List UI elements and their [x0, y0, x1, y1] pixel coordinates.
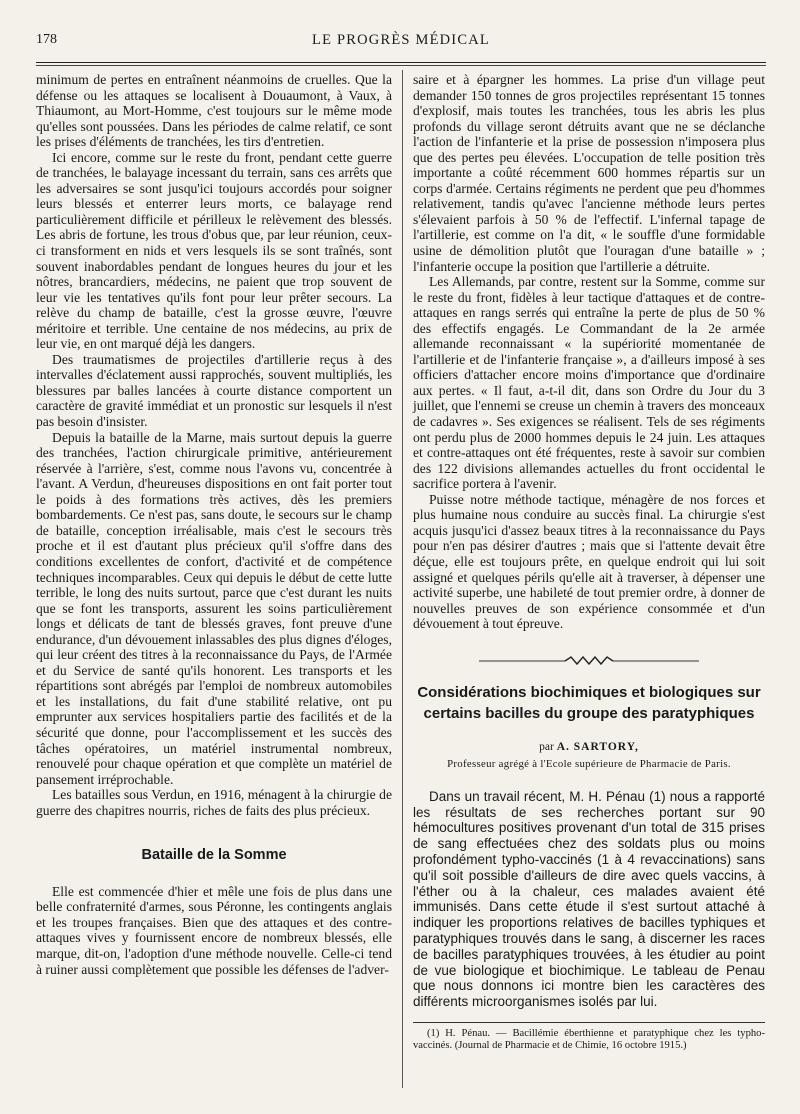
paragraph: Des traumatismes de projectiles d'artillerie reçus à des intervalles d'éclatement aussi rapprochés, souvent multipliés, les blessures par balles lancées à courte distance comportent un caractère de gravité immédiat et un pronostic sur lesquels il n'est pas besoin d'insister.	[36, 351, 392, 430]
paragraph: Elle est commencée d'hier et mêle une fois de plus dans une belle confraternité d'armes, sous Péronne, les contingents anglais et les troupes françaises. Bien que des attaques et des contre-attaques vives y fournissent encore de nombreux blessés, elle marque, dit-on, l'adoption d'une méthode nouvelle. Celle-ci tend à ruiner aussi complètement que possible les défenses de l'adver-	[36, 883, 392, 977]
header-rule	[36, 62, 766, 63]
header-rule-thin	[36, 65, 766, 66]
column-divider	[402, 70, 403, 1088]
ornament-divider	[413, 654, 765, 664]
right-column	[413, 72, 765, 1053]
author-affiliation: Professeur agrégé à l'Ecole supérieure de Pharmacie de Paris.	[447, 758, 731, 771]
footnote: (1) H. Pénau. — Bacillémie éberthienne et paratyphique chez les typho-vaccinés. (Journal de Pharmacie et de Chimie, 16 octobre 1915.)	[413, 1027, 765, 1052]
paragraph: Puisse notre méthode tactique, ménagère de nos forces et plus humaine nous conduire au succès final. La chirurgie s'est acquis jusqu'ici d'assez beaux titres à la reconnaissance du Pays pour n'en pas désirer d'autres ; mais que si l'attente devait être déçue, elle est toujours prête, en quelque endroit qui lui soit assigné et quelques périls qu'elle ait à traverser, à dépenser une activité superbe, une habileté de tout premier ordre, à donner de nouvelles preuves de son expérience consommée et d'un dévouement à tout épreuve.	[413, 491, 765, 632]
paragraph: Dans un travail récent, M. H. Pénau (1) nous a rapporté les résultats de ses recherches portant sur 90 hémocultures positives provenant d'un total de 315 prises de sang effectuées chez des soldats plus ou moins profondément typho-vaccinés (1 à 4 revaccinations) sans qu'il soit possible d'ailleurs de dire avec quels vaccins, à l'éther ou à la chaleur, ces malades avaient été immunisés. Dans cette étude il s'est surtout attaché à indiquer les proportions relatives de bacilles typhiques et paratyphiques trouvés dans le sang, à discerner les races de bacilles paratyphiques trouvées, à les étudier au point de vue biologique et biochimique. Le tableau de Penau que nous donnons ici montre bien les caractères des différents microorganismes isolés par lui.	[413, 788, 765, 1010]
section-title: Bataille de la Somme	[141, 847, 287, 864]
paragraph: Les batailles sous Verdun, en 1916, ménagent à la chirurgie de guerre des chapitres nourris, riches de faits des plus précieux.	[36, 787, 392, 818]
page-number: 178	[36, 32, 57, 47]
left-column	[36, 72, 392, 977]
article-title: Considérations biochimiques et biologiques sur certains bacilles du groupe des paratyphiques	[417, 683, 761, 722]
paragraph: Les Allemands, par contre, restent sur la Somme, comme sur le reste du front, fidèles à leur tactique d'attaques et de contre-attaques en rangs serrés qui entraîne la perte de plus de 50 % des effectifs engagés. Le Commandant de la 2e armée allemande reconnaissant « la supériorité momentanée de l'artillerie et de l'infanterie française », a d'ailleurs imposé à ses officiers d'attacher encore moins d'importance que d'ordinaire aux pertes. « Il faut, a-t-il dit, dans son Ordre du Jour du 3 juillet, que l'ennemi se creuse un chemin à travers des monceaux de cadavres ». Ses exigences se réalisent. Tels de ses régiments ont perdu plus de 2000 hommes depuis le 24 juin. Les attaques et contre-attaques ont été fréquentes, reste à savoir sur combien des 122 divisions allemandes actuelles du front occidental le sacrifice portera à l'avenir.	[413, 274, 765, 492]
paragraph: saire et à épargner les hommes. La prise d'un village peut demander 150 tonnes de gros projectiles représentant 15 tonnes d'explosif, mais toutes les tranchées, tous les abris les plus profonds du village seront détruits avant que ne se déclanche l'action de l'infanterie et la prise de possession n'imposera plus que des pertes peu élevées. L'occupation de telle position très importante a coûté récemment 600 hommes répartis sur un corps d'armée. Certains régiments ne perdent que peu d'hommes relativement, tandis qu'avec l'ancienne méthode leurs pertes s'élevaient parfois à 50 % de l'effectif. L'infernal tapage de l'artillerie, est comme on l'a dit, « le souffle d'une formidable usine de démolition plutôt que l'ouragan d'une bataille » ; l'infanterie occupe la position que l'artillerie a détruite.	[413, 72, 765, 274]
paragraph: minimum de pertes en entraînent néanmoins de cruelles. Que la défense ou les attaques se localisent à Douaumont, à Vaux, à Thiaumont, au Mort-Homme, c'est toujours sur le même mode qu'elles sont poussées. Dans les périodes de calme relatif, ce sont les prises d'éléments de tranchées, les tirs d'entretien.	[36, 72, 392, 150]
footnote-rule	[413, 1022, 765, 1023]
ornament-icon	[479, 656, 699, 666]
article-body	[413, 789, 765, 1010]
author-name: A. SARTORY,	[556, 740, 639, 753]
page-header	[36, 30, 766, 54]
byline	[413, 740, 765, 756]
paragraph: Depuis la bataille de la Marne, mais surtout depuis la guerre des tranchées, l'action chirurgicale primitive, antérieurement réservée à l'arrière, s'est, comme nous l'avons vu, concentrée à l'avant. A Verdun, d'heureuses dispositions en ont fait porter tout le poids à des formations très actives, dès les premiers bombardements. Ce n'est pas, sans doute, le secours sur le champ de bataille, conception irréalisable, mais c'est le secours très proche et il est d'autant plus précieux qu'il s'offre dans des conditions excellentes de confort, d'activité et de compétence techniques incomparables. Ceux qui depuis le début de cette lutte terrible, le long des nuits surtout, parce que c'est durant les nuits que se font les transports, assurent les soins particulièrement longs et délicats de tant de blessés graves, font preuve d'une endurance, d'un dévouement inlassables des plus dignes d'éloges, qui leur créent des titres à la reconnaissance du Pays, de l'Armée et du Service de santé qu'ils honorent. Les transports et les répartitions sont abrégés par l'emploi de nombreux automobiles et les installations, du fait d'une stabilité relative, ont pu emprunter aux services hospitaliers partie des facilités et de la sécurité que donne, pour l'accomplissement et les succès des tâches opératoires, un matériel instrumental nombreux, renouvelé pour chaque opération et que complète un matériel de pansement irréprochable.	[36, 429, 392, 787]
byline-prefix: par	[539, 740, 554, 753]
running-title: LE PROGRÈS MÉDICAL	[312, 32, 490, 48]
paragraph: Ici encore, comme sur le reste du front, pendant cette guerre de tranchées, le balayage incessant du terrain, sans ces arrêts que les adversaires se sont jusqu'ici toujours accordés pour soigner leurs blessés et enterrer leurs morts, ce balayage rend particulièrement difficile et périlleux le relèvement des blessés. Les abris de fortune, les trous d'obus que, par leur réunion, ceux-ci transforment en nids et vers lesquels ils se sont traînés, sont souvent inabordables pendant de longues heures du jour et les nôtres, brancardiers, médecins, ne paient que trop souvent de leur vie les tentatives qu'ils font pour leur prêter secours. La relève du champ de bataille, c'est la grosse œuvre, l'œuvre méritoire et terrible. Une centaine de nos médecins, au prix de leur vie, en ont marqué déjà les dangers.	[36, 149, 392, 352]
